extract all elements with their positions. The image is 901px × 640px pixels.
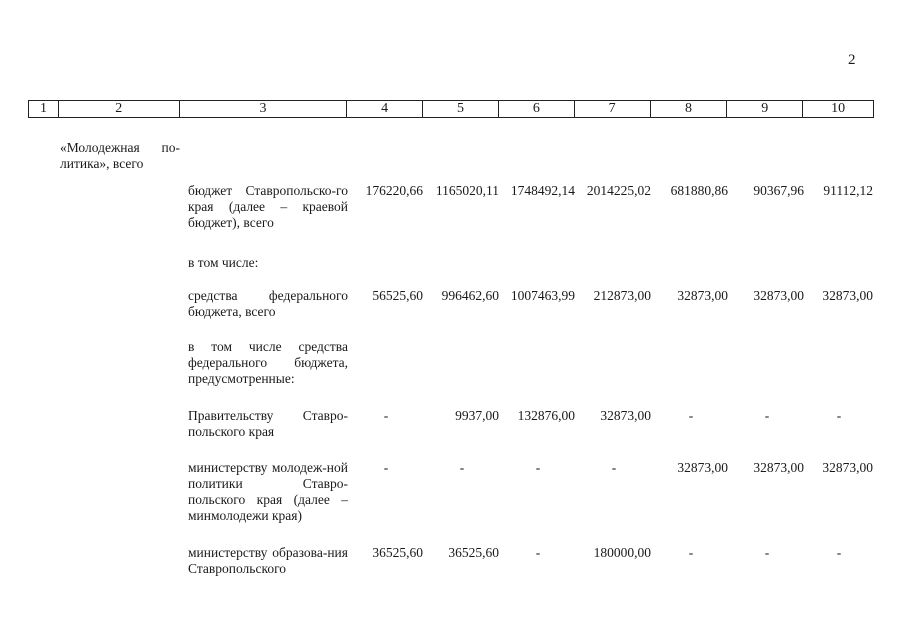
value-col-7: - — [611, 460, 617, 475]
value-col-7: 180000,00 — [593, 545, 651, 560]
row-description: Правительству Ставро-польского края — [188, 408, 348, 439]
value-col-6: - — [535, 460, 541, 475]
value-col-9: 90367,96 — [753, 183, 804, 198]
value-col-6: 132876,00 — [517, 408, 575, 423]
value-col-10: - — [836, 545, 842, 560]
value-col-4: - — [383, 408, 389, 423]
value-col-4: 36525,60 — [372, 545, 423, 560]
header-col-8: 8 — [651, 101, 728, 117]
header-col-2: 2 — [59, 101, 180, 117]
value-col-5: 1165020,11 — [435, 183, 499, 198]
header-col-5: 5 — [423, 101, 499, 117]
value-col-8: - — [688, 545, 694, 560]
value-col-5: 9937,00 — [455, 408, 499, 423]
header-col-9: 9 — [727, 101, 803, 117]
row-description: в том числе: — [188, 255, 259, 270]
value-col-5: 996462,60 — [441, 288, 499, 303]
value-col-10: 91112,12 — [823, 183, 873, 198]
header-col-4: 4 — [347, 101, 423, 117]
header-col-3: 3 — [180, 101, 348, 117]
value-col-6: 1748492,14 — [510, 183, 575, 198]
value-col-10: - — [836, 408, 842, 423]
value-col-8: - — [688, 408, 694, 423]
header-col-10: 10 — [831, 101, 846, 116]
header-col-7: 7 — [575, 101, 651, 117]
header-col-1: 1 — [29, 101, 59, 117]
value-col-4: - — [383, 460, 389, 475]
value-col-4: 176220,66 — [365, 183, 423, 198]
row-description: министерству молодеж-ной политики Ставро-польского края (далее – минмолодежи края) — [188, 460, 348, 523]
value-col-9: - — [764, 545, 770, 560]
value-col-8: 32873,00 — [677, 460, 728, 475]
value-col-8: 681880,86 — [670, 183, 728, 198]
value-col-8: 32873,00 — [677, 288, 728, 303]
value-col-9: - — [764, 408, 770, 423]
program-name: «Молодежная по-литика», всего — [60, 140, 180, 171]
value-col-5: - — [459, 460, 465, 475]
page-number: 2 — [848, 52, 856, 68]
row-description: средства федерального бюджета, всего — [188, 288, 348, 319]
header-col-6: 6 — [499, 101, 575, 117]
value-col-4: 56525,60 — [372, 288, 423, 303]
value-col-10: 32873,00 — [822, 460, 873, 475]
value-col-10: 32873,00 — [822, 288, 873, 303]
row-description: бюджет Ставропольско-го края (далее – краевой бюджет), всего — [188, 183, 348, 230]
value-col-6: - — [535, 545, 541, 560]
row-description: в том числе средства федерального бюджета, предусмотренные: — [188, 339, 348, 386]
value-col-7: 32873,00 — [600, 408, 651, 423]
table-header-row — [28, 100, 874, 118]
value-col-9: 32873,00 — [753, 288, 804, 303]
row-description: министерству образова-ния Ставропольского — [188, 545, 348, 576]
value-col-7: 212873,00 — [593, 288, 651, 303]
value-col-7: 2014225,02 — [586, 183, 651, 198]
value-col-6: 1007463,99 — [510, 288, 575, 303]
value-col-5: 36525,60 — [448, 545, 499, 560]
value-col-9: 32873,00 — [753, 460, 804, 475]
